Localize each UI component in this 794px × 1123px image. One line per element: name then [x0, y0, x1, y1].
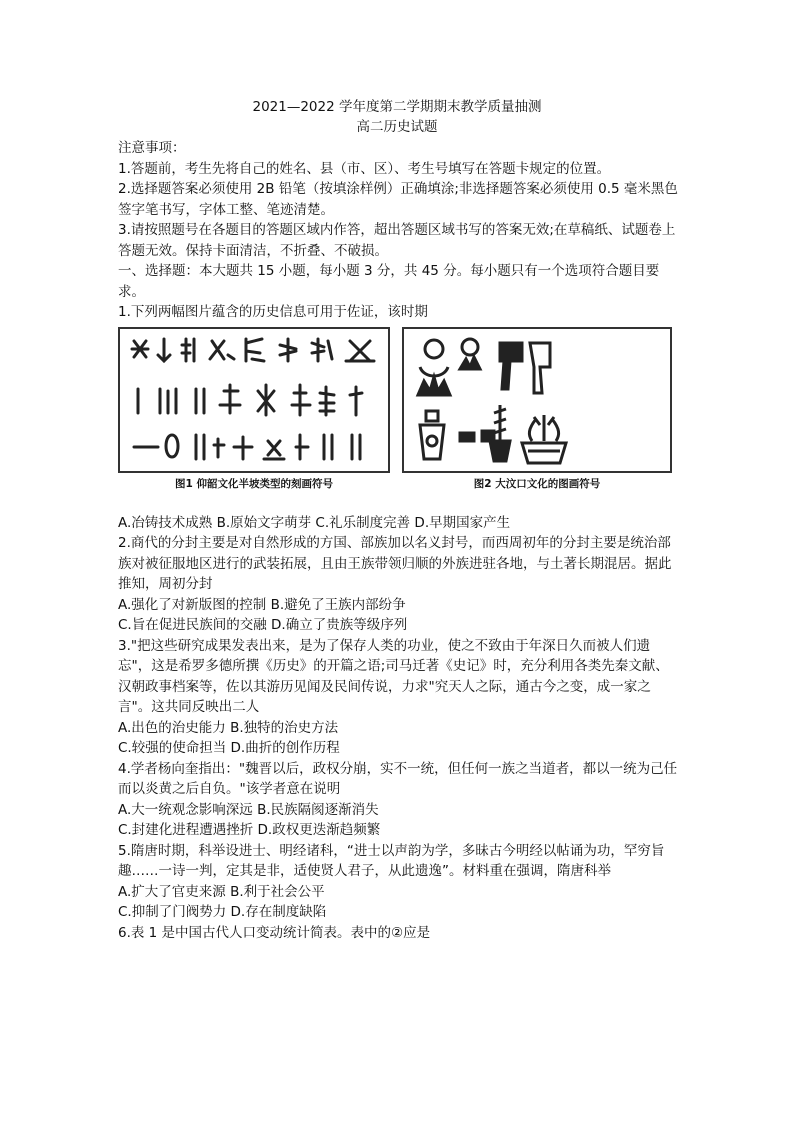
notice-item-3: 3.请按照题号在各题目的答题区域内作答，超出答题区域书写的答案无效;在草稿纸、试题卷上答题无效。保持卡面清洁，不折叠、不破损。 [118, 222, 676, 259]
figure-1 [118, 327, 390, 507]
question-2-stem: 2.商代的分封主要是对自然形成的方国、部族加以名义封号，而西周初年的分封主要是统治部族对被征服地区进行的武装拓展，且由王族带领归顺的外族进驻各地，与土著长期混居。据此推知，周初分封 [118, 535, 672, 592]
question-1-stem: 1.下列两幅图片蕴含的历史信息可用于佐证，该时期 [118, 304, 428, 320]
figure-1-image [118, 327, 390, 473]
figure-2-caption: 图2 大汶口文化的图画符号 [473, 477, 601, 490]
section-heading: 一、选择题：本大题共 15 小题，每小题 3 分，共 45 分。每小题只有一个选项符合题目要求。 [118, 263, 660, 300]
exam-subject-title: 高二历史试题 [356, 119, 438, 135]
question-3-stem: 3."把这些研究成果发表出来，是为了保存人类的功业，使之不致由于年深日久而被人们遗忘"，这是希罗多德所撰《历史》的开篇之语;司马迁著《史记》时，充分利用各类先秦文献、汉朝政事档案等，佐以其游历见闻及民间传说，力求"究天人之际，通古今之变，成一家之言"。这共同反映出二人 [118, 637, 669, 715]
question-3-options-2: C.较强的使命担当 D.曲折的创作历程 [118, 740, 340, 756]
question-3-options-1: A.出色的治史能力 B.独特的治史方法 [118, 719, 339, 736]
question-5-options-1: A.扩大了官吏来源 B.利于社会公平 [118, 883, 325, 900]
figure-2-image [402, 327, 672, 473]
notice-heading: 注意事项： [118, 140, 186, 156]
question-4-options-2: C.封建化进程遭遇挫折 D.政权更迭渐趋频繁 [118, 822, 381, 838]
question-4-options-1: A.大一统观念影响深远 B.民族隔阂逐渐消失 [118, 801, 379, 818]
notice-item-2: 2.选择题答案必须使用 2B 铅笔（按填涂样例）正确填涂;非选择题答案必须使用 0.5 毫米黑色签字笔书写，字体工整、笔迹清楚。 [118, 181, 678, 218]
question-2-options-1: A.强化了对新版图的控制 B.避免了王族内部纷争 [118, 596, 406, 613]
banpo-symbols-icon [120, 329, 388, 471]
figures-row [118, 327, 678, 507]
exam-title: 2021—2022 学年度第二学期期末教学质量抽测 [252, 99, 542, 115]
dawenkou-symbols-icon [404, 329, 670, 471]
figure-1-caption: 图1 仰韶文化半坡类型的刻画符号 [175, 477, 333, 490]
notice-item-1: 1.答题前，考生先将自己的姓名、县（市、区）、考生号填写在答题卡规定的位置。 [118, 160, 611, 177]
question-5-stem: 5.隋唐时期，科举设进士、明经诸科，“进士以声韵为学，多昧古今明经以帖诵为功，罕穷旨趣……一诗一判，定其是非，适使贤人君子，从此遗逸”。材料重在强调，隋唐科举 [118, 842, 665, 879]
question-2-options-2: C.旨在促进民族间的交融 D.确立了贵族等级序列 [118, 617, 408, 633]
question-5-options-2: C.抑制了门阀势力 D.存在制度缺陷 [118, 904, 327, 920]
question-6-stem: 6.表 1 是中国古代人口变动统计简表。表中的②应是 [118, 924, 431, 941]
question-1-options: A.冶铸技术成熟 B.原始文字萌芽 C.礼乐制度完善 D.早期国家产生 [118, 514, 511, 531]
figure-2 [402, 327, 672, 507]
exam-body [118, 138, 678, 943]
question-4-stem: 4.学者杨向奎指出："魏晋以后，政权分崩，实不一统，但任何一族之当道者，都以一统为己任而以炎黄之后自负。"该学者意在说明 [118, 760, 678, 797]
